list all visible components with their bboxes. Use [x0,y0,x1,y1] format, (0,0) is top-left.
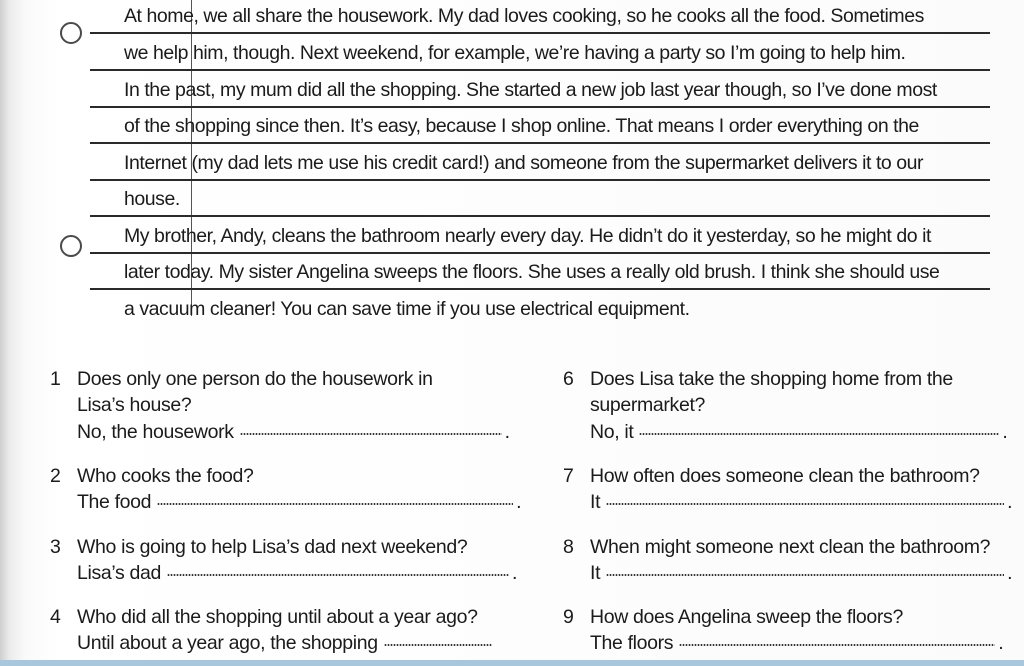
answer-blank[interactable] [167,574,509,576]
question-text: Does only one person do the housework in [77,368,433,390]
passage-line: of the shopping since then. It’s easy, because I shop online. That means I order everything on the [124,115,919,137]
answer-prompt: It [590,562,601,584]
answer-blank[interactable] [157,503,513,505]
passage-line: we help him, though. Next weekend, for example, we’re having a party so I’m going to help him. [124,42,906,64]
question-text: Who did all the shopping until about a year ago? [77,606,478,628]
question-3 [50,534,530,589]
question-6 [563,366,1024,446]
question-number: 8 [563,536,574,558]
answer-line[interactable] [77,419,510,445]
passage-line: My brother, Andy, cleans the bathroom nearly every day. He didn’t do it yesterday, so he might do it [124,225,931,247]
question-number: 3 [50,536,61,558]
question-number: 2 [50,465,61,487]
answer-blank[interactable] [606,574,1004,576]
question-text: How often does someone clean the bathroom? [590,465,980,487]
answer-blank[interactable] [639,433,999,435]
question-text: Lisa’s house? [77,394,192,416]
answer-blank[interactable] [240,433,502,435]
answer-prompt: No, it [590,421,634,443]
passage-rule [90,288,990,290]
question-7 [563,463,1024,518]
question-number: 1 [50,368,61,390]
answer-stop: . [998,632,1004,654]
answer-stop: . [1007,491,1013,513]
answer-prompt: The floors [590,632,674,654]
passage-rule [90,106,990,108]
answer-stop: . [511,562,518,584]
answer-line[interactable] [77,630,492,656]
question-text: When might someone next clean the bathroom? [590,536,991,558]
answer-blank[interactable] [679,644,995,646]
answer-stop: . [1007,562,1013,584]
answer-line[interactable] [590,419,1008,445]
answer-prompt: No, the housework [77,421,234,443]
question-8 [563,534,1024,589]
passage-line: a vacuum cleaner! You can save time if you use electrical equipment. [124,298,690,320]
question-number: 6 [563,368,574,390]
question-2 [50,463,530,518]
answer-line[interactable] [77,489,521,515]
question-number: 4 [50,606,61,628]
answer-line[interactable] [590,630,1003,656]
window-bottom-edge [0,660,1024,666]
question-text: Does Lisa take the shopping home from the [590,368,953,390]
answer-blank[interactable] [606,503,1004,505]
paragraph-marker-circle [60,235,82,257]
question-number: 7 [563,465,574,487]
answer-stop: . [516,491,522,513]
passage-line: At home, we all share the housework. My dad loves cooking, so he cooks all the food. Sometimes [124,5,924,27]
answer-stop: . [1002,421,1008,443]
passage-line: In the past, my mum did all the shopping. She started a new job last year though, so I’ve done most [124,79,937,101]
question-text: supermarket? [590,394,706,416]
passage-rule [90,252,990,254]
passage-line: Internet (my dad lets me use his credit card!) and someone from the supermarket delivers it to our [124,152,924,174]
passage-line: later today. My sister Angelina sweeps the floors. She uses a really old brush. I think she should use [124,261,940,283]
answer-prompt: Until about a year ago, the shopping [77,632,378,654]
passage-rule [90,142,990,144]
answer-line[interactable] [77,560,517,586]
answer-line[interactable] [590,489,1012,515]
passage-rule [90,32,990,34]
answer-prompt: It [590,491,601,513]
question-text: Who is going to help Lisa’s dad next weekend? [77,536,468,558]
question-4 [50,604,530,662]
answer-stop: . [504,421,510,443]
question-9 [563,604,1024,662]
passage-rule [90,215,990,217]
answer-prompt: The food [77,491,152,513]
question-number: 9 [563,606,574,628]
passage-rule [90,179,990,181]
question-text: How does Angelina sweep the floors? [590,606,903,628]
paragraph-marker-circle [60,22,82,44]
passage-rule [90,69,990,71]
answer-blank[interactable] [384,644,492,646]
answer-line[interactable] [590,560,1012,586]
question-1 [50,366,530,446]
answer-prompt: Lisa’s dad [77,562,161,584]
passage-line: house. [124,188,180,210]
question-text: Who cooks the food? [77,465,254,487]
reading-passage [90,0,990,325]
